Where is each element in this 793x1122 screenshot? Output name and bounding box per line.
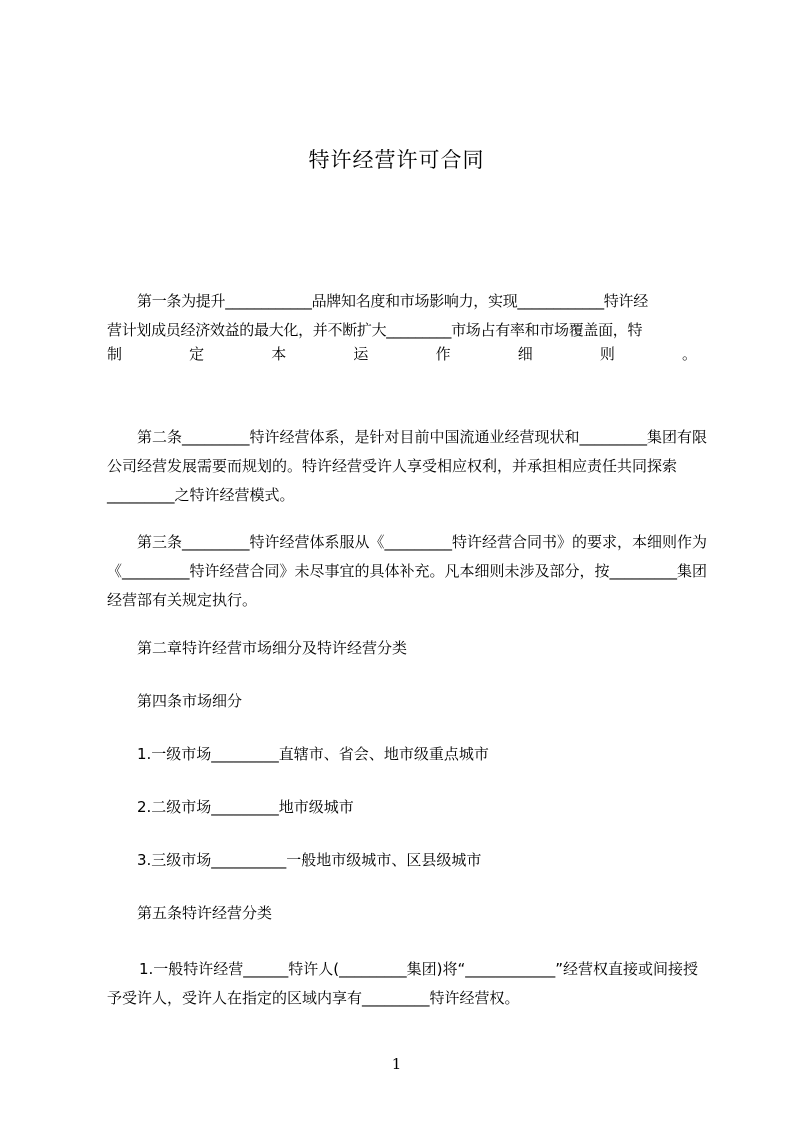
article-4-heading: 第四条市场细分 bbox=[137, 692, 243, 710]
article-1-line-3: 制定本运作细则。 bbox=[107, 345, 697, 363]
franchise-type-1: 1.一般特许经营______特许人(_________集团)将“____________”经营权直接或间接授予受许人，受许人在指定的区域内享有_________特许经营权。 bbox=[107, 960, 699, 1007]
document-title: 特许经营许可合同 bbox=[308, 148, 485, 172]
chapter-2-heading: 第二章特许经营市场细分及特许经营分类 bbox=[137, 639, 408, 657]
article-3: 第三条_________特许经营体系服从《_________特许经营合同书》的要求，本细则作为《_________特许经营合同》未尽事宜的具体补充。凡本细则未涉及部分，按_________集团经营部有关规定执行。 bbox=[107, 533, 708, 609]
article-1-line-2: 营计划成员经济效益的最大化，并不断扩大_________市场占有率和市场覆盖面，特 bbox=[107, 321, 643, 339]
article-2: 第二条_________特许经营体系，是针对目前中国流通业经营现状和_________集团有限公司经营发展需要而规划的。特许经营受许人享受相应权利，并承担相应责任共同探索_________之特许经营模式。 bbox=[107, 428, 708, 504]
article-1-line-1: 第一条为提升____________品牌知名度和市场影响力，实现____________特许经 bbox=[137, 292, 648, 310]
market-level-3: 3.三级市场__________一般地市级城市、区县级城市 bbox=[137, 851, 482, 869]
page-number: 1 bbox=[391, 1055, 402, 1073]
market-level-2: 2.二级市场_________地市级城市 bbox=[137, 798, 354, 816]
market-level-1: 1.一级市场_________直辖市、省会、地市级重点城市 bbox=[137, 745, 489, 763]
article-5-heading: 第五条特许经营分类 bbox=[137, 904, 273, 922]
